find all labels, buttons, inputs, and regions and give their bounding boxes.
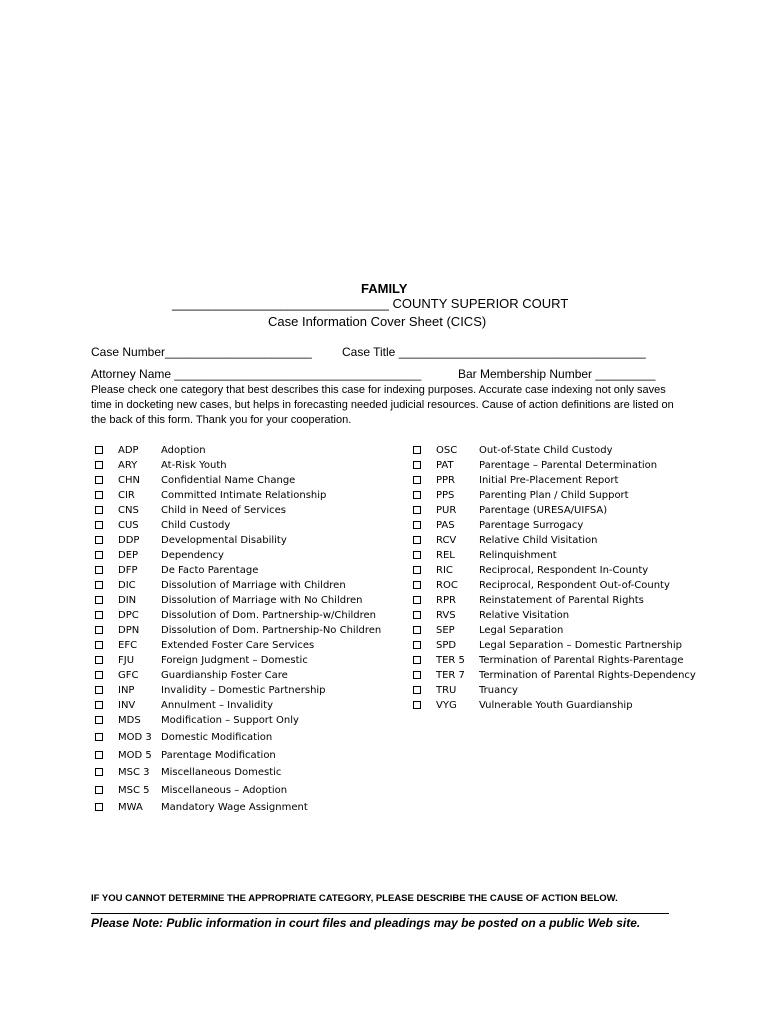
category-label: De Facto Parentage: [161, 565, 259, 576]
category-label: Vulnerable Youth Guardianship: [479, 700, 633, 711]
category-code: DPN: [118, 625, 140, 636]
category-code: PPR: [436, 475, 456, 486]
category-label: Guardianship Foster Care: [161, 670, 288, 681]
category-label: Modification – Support Only: [161, 715, 299, 726]
category-code: ROC: [436, 580, 458, 591]
checkbox[interactable]: [95, 596, 103, 604]
category-label: Child Custody: [161, 520, 231, 531]
left-category-row[interactable]: [95, 685, 395, 700]
bar-number-field[interactable]: Bar Membership Number _________: [458, 367, 656, 381]
checkbox[interactable]: [95, 656, 103, 664]
checkbox[interactable]: [95, 671, 103, 679]
checkbox[interactable]: [95, 446, 103, 454]
category-code: FJU: [118, 655, 135, 666]
category-label: Committed Intimate Relationship: [161, 490, 327, 501]
checkbox[interactable]: [95, 566, 103, 574]
category-label: Dependency: [161, 550, 224, 561]
checkbox[interactable]: [413, 701, 421, 709]
category-code: TRU: [436, 685, 457, 696]
category-label: Dissolution of Marriage with Children: [161, 580, 346, 591]
category-label: Parenting Plan / Child Support: [479, 490, 629, 501]
checkbox[interactable]: [95, 506, 103, 514]
category-label: Relative Child Visitation: [479, 535, 598, 546]
right-category-row[interactable]: [413, 460, 713, 475]
left-category-row[interactable]: [95, 475, 395, 490]
checkbox[interactable]: [95, 461, 103, 469]
category-code: TER 5: [436, 655, 465, 666]
right-category-row[interactable]: [413, 700, 713, 715]
category-label: Termination of Parental Rights-Parentage: [479, 655, 684, 666]
category-label: Relinquishment: [479, 550, 557, 561]
checkbox[interactable]: [413, 686, 421, 694]
category-label: Dissolution of Dom. Partnership-No Children: [161, 625, 382, 636]
category-label: Miscellaneous – Adoption: [161, 784, 288, 796]
checkbox[interactable]: [95, 491, 103, 499]
category-code: INV: [118, 700, 136, 711]
checkbox[interactable]: [95, 751, 103, 759]
checkbox[interactable]: [95, 686, 103, 694]
checkbox[interactable]: [95, 611, 103, 619]
left-category-row[interactable]: [95, 785, 395, 800]
left-category-row[interactable]: [95, 610, 395, 625]
court-name-line[interactable]: ______________________________ COUNTY SUPERIOR COURT: [172, 296, 569, 311]
category-label: Reinstatement of Parental Rights: [479, 595, 644, 606]
case-title-field[interactable]: Case Title _____________________________________: [342, 345, 646, 359]
right-category-row[interactable]: [413, 655, 713, 670]
category-code: SPD: [436, 640, 457, 651]
left-category-row[interactable]: [95, 715, 395, 730]
checkbox[interactable]: [413, 566, 421, 574]
category-code: DFP: [118, 565, 138, 576]
category-label: Child in Need of Services: [161, 505, 286, 516]
category-code: ARY: [118, 460, 138, 471]
checkbox[interactable]: [413, 641, 421, 649]
category-label: Parentage – Parental Determination: [479, 460, 658, 471]
left-category-list: [95, 445, 395, 825]
category-code: MOD 3: [118, 732, 152, 743]
right-category-row[interactable]: [413, 610, 713, 625]
checkbox[interactable]: [95, 733, 103, 741]
checkbox[interactable]: [95, 626, 103, 634]
form-subtitle: Case Information Cover Sheet (CICS): [268, 314, 487, 329]
checkbox[interactable]: [413, 461, 421, 469]
left-category-row[interactable]: [95, 767, 395, 782]
category-label: Domestic Modification: [161, 732, 273, 743]
checkbox[interactable]: [413, 536, 421, 544]
right-category-row[interactable]: [413, 640, 713, 655]
checkbox[interactable]: [95, 521, 103, 529]
attorney-name-field[interactable]: Attorney Name _____________________________________: [91, 367, 422, 381]
checkbox[interactable]: [413, 491, 421, 499]
category-code: DPC: [118, 610, 139, 621]
category-code: MDS: [118, 715, 141, 726]
checkbox[interactable]: [95, 551, 103, 559]
instructions-paragraph: Please check one category that best describes this case for indexing purposes. Accurate case indexing not only saves time in docketing new cases, but helps in forecasting needed judicial resources. Cause of action definitions are listed on the back of this form. Thank you for your cooperation.: [91, 384, 674, 426]
checkbox[interactable]: [413, 581, 421, 589]
left-category-row[interactable]: [95, 445, 395, 460]
checkbox[interactable]: [95, 786, 103, 794]
right-category-row[interactable]: [413, 685, 713, 700]
left-category-row[interactable]: [95, 732, 395, 747]
left-category-row[interactable]: [95, 535, 395, 550]
category-code: MOD 5: [118, 749, 152, 761]
left-category-row[interactable]: [95, 550, 395, 565]
left-category-row[interactable]: [95, 505, 395, 520]
category-code: TER 7: [436, 670, 465, 681]
right-category-row[interactable]: [413, 550, 713, 565]
category-label: Dissolution of Dom. Partnership-w/Children: [161, 610, 376, 621]
case-number-field[interactable]: Case Number______________________: [91, 345, 312, 359]
right-category-row[interactable]: [413, 670, 713, 685]
left-category-row[interactable]: [95, 565, 395, 580]
left-category-row[interactable]: [95, 595, 395, 610]
left-category-row[interactable]: [95, 460, 395, 475]
right-category-list: [413, 445, 713, 725]
category-label: Reciprocal, Respondent In-County: [479, 565, 649, 576]
right-category-row[interactable]: [413, 520, 713, 535]
category-label: Legal Separation: [479, 625, 564, 636]
category-label: Termination of Parental Rights-Dependency: [479, 670, 696, 681]
checkbox[interactable]: [95, 536, 103, 544]
category-label: Miscellaneous Domestic: [161, 767, 282, 778]
left-category-row[interactable]: [95, 520, 395, 535]
category-label: Legal Separation – Domestic Partnership: [479, 640, 683, 651]
category-label: Parentage Modification: [161, 749, 276, 761]
category-code: REL: [436, 550, 455, 561]
checkbox[interactable]: [95, 701, 103, 709]
category-code: RIC: [436, 565, 453, 576]
left-category-row[interactable]: [95, 625, 395, 640]
category-code: ADP: [118, 445, 139, 456]
checkbox[interactable]: [413, 506, 421, 514]
category-label: Annulment – Invalidity: [161, 700, 273, 711]
category-code: MSC 5: [118, 784, 150, 796]
right-category-row[interactable]: [413, 505, 713, 520]
right-category-row[interactable]: [413, 565, 713, 580]
undetermined-instruction: IF YOU CANNOT DETERMINE THE APPROPRIATE CATEGORY, PLEASE DESCRIBE THE CAUSE OF ACTION BELOW.: [91, 893, 618, 904]
checkbox[interactable]: [95, 716, 103, 724]
left-category-row[interactable]: [95, 802, 395, 817]
checkbox[interactable]: [413, 596, 421, 604]
checkbox[interactable]: [95, 641, 103, 649]
category-code: GFC: [118, 670, 139, 681]
category-code: PAS: [436, 520, 455, 531]
category-code: MWA: [118, 802, 143, 813]
right-category-row[interactable]: [413, 595, 713, 610]
category-code: DIN: [118, 595, 137, 606]
category-code: DIC: [118, 580, 136, 591]
category-code: DDP: [118, 535, 140, 546]
category-label: Relative Visitation: [479, 610, 570, 621]
category-code: PPS: [436, 490, 455, 501]
right-category-row[interactable]: [413, 580, 713, 595]
checkbox[interactable]: [95, 803, 103, 811]
checkbox[interactable]: [95, 476, 103, 484]
category-code: PUR: [436, 505, 457, 516]
category-code: INP: [118, 685, 135, 696]
category-code: CHN: [118, 475, 140, 486]
checkbox[interactable]: [413, 446, 421, 454]
right-category-row[interactable]: [413, 535, 713, 550]
checkbox[interactable]: [95, 768, 103, 776]
category-label: Parentage Surrogacy: [479, 520, 584, 531]
cause-of-action-line[interactable]: [91, 913, 669, 914]
category-code: RVS: [436, 610, 456, 621]
category-code: CIR: [118, 490, 135, 501]
category-label: Truancy: [479, 685, 518, 696]
left-category-row[interactable]: [95, 490, 395, 505]
category-label: At-Risk Youth: [161, 460, 227, 471]
left-category-row[interactable]: [95, 640, 395, 655]
category-label: Foreign Judgment – Domestic: [161, 655, 308, 666]
category-label: Mandatory Wage Assignment: [161, 802, 308, 813]
checkbox[interactable]: [413, 671, 421, 679]
category-label: Invalidity – Domestic Partnership: [161, 685, 326, 696]
category-label: Out-of-State Child Custody: [479, 445, 613, 456]
form-title: FAMILY: [361, 281, 408, 296]
checkbox[interactable]: [413, 476, 421, 484]
category-code: RCV: [436, 535, 457, 546]
left-category-row[interactable]: [95, 655, 395, 670]
category-label: Initial Pre-Placement Report: [479, 475, 619, 486]
left-category-row[interactable]: [95, 670, 395, 685]
category-label: Confidential Name Change: [161, 475, 296, 486]
category-code: PAT: [436, 460, 454, 471]
category-label: Reciprocal, Respondent Out-of-County: [479, 580, 670, 591]
left-category-row[interactable]: [95, 580, 395, 595]
category-code: RPR: [436, 595, 456, 606]
category-label: Parentage (URESA/UIFSA): [479, 505, 608, 516]
checkbox[interactable]: [413, 551, 421, 559]
category-code: DEP: [118, 550, 139, 561]
category-label: Adoption: [161, 445, 206, 456]
checkbox[interactable]: [413, 611, 421, 619]
category-label: Developmental Disability: [161, 535, 287, 546]
category-code: CUS: [118, 520, 139, 531]
right-category-row[interactable]: [413, 625, 713, 640]
category-label: Dissolution of Marriage with No Children: [161, 595, 363, 606]
checkbox[interactable]: [413, 521, 421, 529]
checkbox[interactable]: [95, 581, 103, 589]
left-category-row[interactable]: [95, 750, 395, 765]
public-info-note: Please Note: Public information in court files and pleadings may be posted on a public Web site.: [91, 916, 641, 930]
checkbox[interactable]: [413, 656, 421, 664]
category-code: OSC: [436, 445, 458, 456]
checkbox[interactable]: [413, 626, 421, 634]
left-category-row[interactable]: [95, 700, 395, 715]
category-label: Extended Foster Care Services: [161, 640, 315, 651]
category-code: VYG: [436, 700, 457, 711]
category-code: CNS: [118, 505, 139, 516]
right-category-row[interactable]: [413, 445, 713, 460]
right-category-row[interactable]: [413, 490, 713, 505]
category-code: EFC: [118, 640, 138, 651]
right-category-row[interactable]: [413, 475, 713, 490]
category-code: MSC 3: [118, 767, 150, 778]
category-code: SEP: [436, 625, 455, 636]
